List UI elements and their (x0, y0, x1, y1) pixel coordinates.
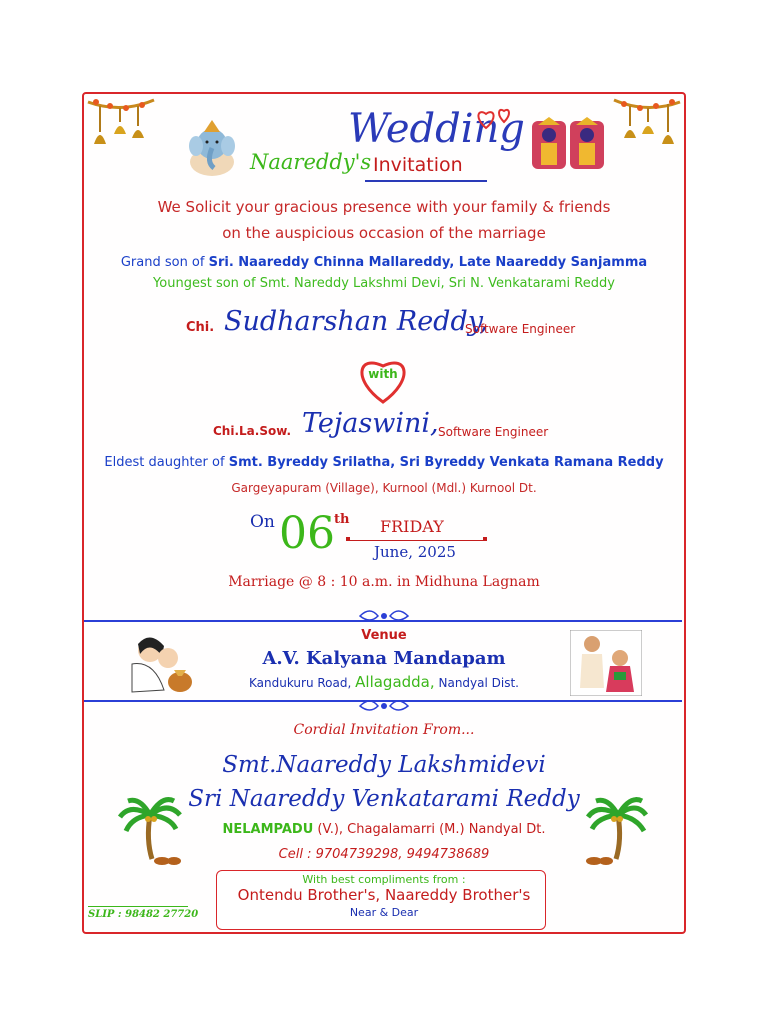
hearts-icon (474, 104, 516, 134)
bride-place: Gargeyapuram (Village), Kurnool (Mdl.) Kurnool Dt. (231, 481, 537, 495)
compliments-line-1: With best compliments from : (302, 873, 466, 886)
host-village: NELAMPADU (222, 822, 314, 837)
venue-town: Allagadda, (355, 673, 435, 691)
groom-profession: Software Engineer (465, 322, 576, 336)
printer-slip: SLIP : 98482 27720 (88, 909, 199, 920)
family-name: Naareddy's (250, 150, 372, 174)
date-month-year: June, 2025 (374, 543, 456, 561)
couple-left-icon (124, 630, 196, 696)
eldest-daughter-line (0, 455, 768, 470)
date-weekday: FRIDAY (380, 517, 444, 536)
flourish-top-icon (356, 606, 412, 626)
bride-profession: Software Engineer (438, 425, 549, 439)
grandson-names: Sri. Naareddy Chinna Mallareddy, Late Naareddy Sanjamma (208, 255, 648, 270)
venue-label: Venue (361, 628, 407, 643)
divider-dot-left (346, 537, 350, 541)
bell-garland-right-icon (612, 94, 682, 158)
cordial-line: Cordial Invitation From... (293, 722, 475, 738)
grandson-prefix: Grand son of (120, 255, 205, 270)
deities-icon (530, 115, 606, 171)
divider-dot-right (483, 537, 487, 541)
venue-road: Kandukuru Road, (249, 676, 352, 690)
intro-line-1: We Solicit your gracious presence with your family & friends (157, 198, 611, 216)
date-day: 06 (279, 508, 335, 559)
host-2: Sri Naareddy Venkatarami Reddy (188, 786, 580, 812)
intro-line-2: on the auspicious occasion of the marriage (222, 224, 546, 242)
groom-name: Sudharshan Reddy, (224, 306, 489, 337)
date-suffix: th (334, 512, 350, 527)
host-address-rest: (V.), Chagalamarri (M.) Nandyal Dt. (317, 822, 546, 837)
venue-district: Nandyal Dist. (438, 676, 519, 690)
with-label: with (368, 367, 398, 381)
compliments-line-3: Near & Dear (349, 906, 419, 919)
flourish-bottom-icon (356, 696, 412, 716)
groom-title: Chi. (186, 320, 215, 335)
host-address (0, 822, 768, 837)
bride-title: Chi.La.Sow. (213, 424, 292, 438)
date-on: On (250, 512, 275, 532)
grandson-line (0, 255, 768, 270)
venue-name: A.V. Kalyana Mandapam (262, 648, 506, 669)
bell-garland-left-icon (86, 94, 156, 158)
host-1: Smt.Naareddy Lakshmidevi (222, 752, 546, 778)
bride-name: Tejaswini, (302, 408, 439, 439)
host-cell: Cell : 9704739298, 9494738689 (278, 847, 490, 862)
muhurtham: Marriage @ 8 : 10 a.m. in Midhuna Lagnam (228, 574, 540, 590)
date-divider (348, 540, 486, 541)
wedding-title: Wedding (348, 106, 525, 152)
invitation-label: Invitation (373, 154, 463, 176)
palm-tree-left-icon (118, 795, 184, 867)
compliments-line-2: Ontendu Brother's, Naareddy Brother's (237, 886, 531, 904)
bride-parents: Smt. Byreddy Srilatha, Sri Byreddy Venkata Ramana Reddy (228, 455, 664, 470)
couple-right-icon (570, 630, 642, 696)
palm-tree-right-icon (584, 795, 650, 867)
header-underline (365, 180, 487, 182)
printer-rule (88, 906, 188, 907)
youngest-son-line: Youngest son of Smt. Nareddy Lakshmi Devi, Sri N. Venkatarami Reddy (153, 276, 615, 291)
daughter-prefix: Eldest daughter of (104, 455, 225, 470)
ganesha-icon (184, 118, 240, 178)
venue-address (0, 673, 768, 691)
